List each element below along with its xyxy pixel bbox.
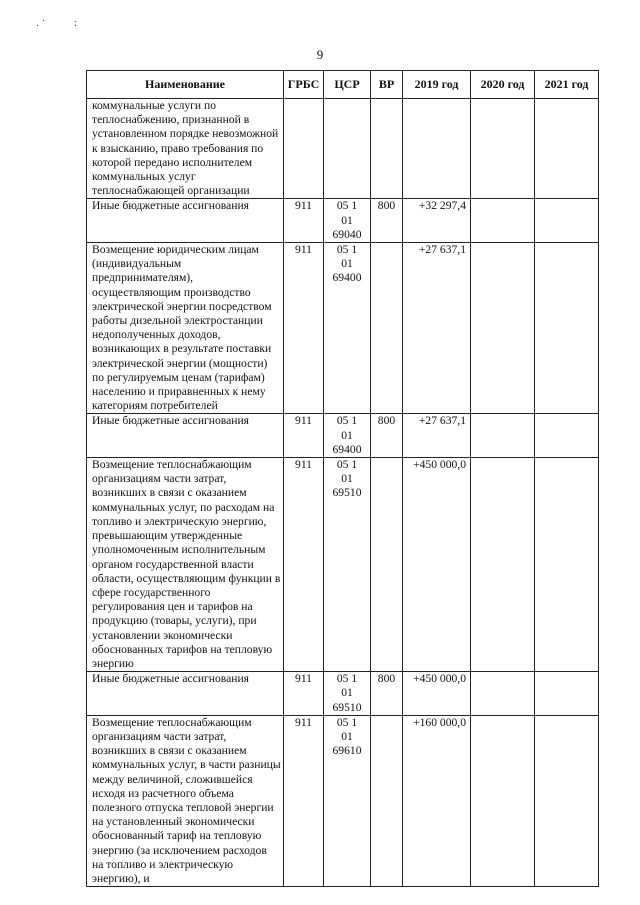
row-2020 [471, 458, 535, 672]
row-vr [371, 458, 403, 672]
scan-mark: : [74, 18, 77, 29]
row-csr-code: 05 1 01 69400 [332, 414, 362, 456]
row-2020 [471, 199, 535, 243]
row-2020 [471, 99, 535, 199]
row-vr [371, 99, 403, 199]
row-grbs: 911 [284, 199, 324, 243]
row-csr [324, 715, 371, 886]
row-2021 [535, 715, 599, 886]
row-csr-code: 05 1 01 69400 [332, 243, 362, 285]
row-2021 [535, 199, 599, 243]
row-2021 [535, 243, 599, 414]
row-grbs: 911 [284, 458, 324, 672]
row-name: Иные бюджетные ассигнования [87, 672, 284, 716]
row-vr: 800 [371, 414, 403, 458]
row-2019: +27 637,1 [403, 414, 471, 458]
header-2021: 2021 год [535, 71, 599, 99]
budget-table [86, 70, 599, 887]
row-grbs [284, 99, 324, 199]
row-grbs: 911 [284, 672, 324, 716]
row-vr [371, 715, 403, 886]
row-2019: +450 000,0 [403, 672, 471, 716]
row-csr-code: 05 1 01 69510 [332, 672, 362, 714]
row-csr-code: 05 1 01 69610 [332, 715, 362, 758]
row-csr-code: 05 1 01 69040 [332, 199, 362, 241]
header-2020: 2020 год [471, 71, 535, 99]
header-grbs: ГРБС [284, 71, 324, 99]
table-row [87, 414, 599, 458]
row-2019 [403, 99, 471, 199]
row-csr [324, 672, 371, 716]
row-2019: +32 297,4 [403, 199, 471, 243]
table-row [87, 672, 599, 716]
header-2019: 2019 год [403, 71, 471, 99]
row-csr [324, 414, 371, 458]
row-2019: +27 637,1 [403, 243, 471, 414]
table-header-row [87, 71, 599, 99]
header-csr: ЦСР [324, 71, 371, 99]
row-grbs: 911 [284, 414, 324, 458]
page-number: 9 [316, 47, 324, 62]
row-name: Иные бюджетные ассигнования [87, 199, 284, 243]
row-vr: 800 [371, 672, 403, 716]
row-csr [324, 458, 371, 672]
row-grbs: 911 [284, 243, 324, 414]
row-csr [324, 99, 371, 199]
row-name: Возмещение юридическим лицам (индивидуальным предпринимателям), осуществляющим производство электрической энергии посредством работы дизельной электростанции недополученных доходов, возникающих в результате поставки электрической энергии (мощности) по регулируемым ценам (тарифам) населению и приравненных к нему категориям потребителей [87, 243, 284, 414]
row-name: Возмещение теплоснабжающим организациям части затрат, возникших в связи с оказанием коммунальных услуг, в части разницы между величиной, сложившейся исходя из расчетного объема полезного отпуска тепловой энергии на установленный экономически обоснованный тариф на тепловую энергию (за исключением расходов на топливо и электрическую энергию), и [87, 715, 284, 886]
scan-mark: · [42, 16, 46, 27]
row-2019: +160 000,0 [403, 715, 471, 886]
row-2021 [535, 458, 599, 672]
row-csr [324, 199, 371, 243]
header-vr: ВР [371, 71, 403, 99]
table-row [87, 715, 599, 886]
row-2021 [535, 672, 599, 716]
scan-mark: · [36, 21, 40, 32]
table-row [87, 458, 599, 672]
table-row [87, 99, 599, 199]
row-csr-code: 05 1 01 69510 [332, 458, 362, 500]
row-vr: 800 [371, 199, 403, 243]
row-2020 [471, 715, 535, 886]
row-2020 [471, 414, 535, 458]
row-vr [371, 243, 403, 414]
row-grbs: 911 [284, 715, 324, 886]
row-2021 [535, 99, 599, 199]
header-name: Наименование [87, 71, 284, 99]
row-name: Иные бюджетные ассигнования [87, 414, 284, 458]
row-2019: +450 000,0 [403, 458, 471, 672]
table-row [87, 243, 599, 414]
row-2020 [471, 672, 535, 716]
row-2020 [471, 243, 535, 414]
row-name: Возмещение теплоснабжающим организациям части затрат, возникших в связи с оказанием коммунальных услуг, по расходам на топливо и электрическую энергию, превышающим утвержденные уполномоченным исполнительным органом государственной власти области, осуществляющим функции в сфере государственного регулирования цен и тарифов на продукцию (товары, услуги), при установлении экономически обоснованных тарифов на тепловую энергию [87, 458, 284, 672]
table-row [87, 199, 599, 243]
row-2021 [535, 414, 599, 458]
row-name: коммунальные услуги по теплоснабжению, признанной в установленном порядке невозможной к взысканию, право требования по которой передано исполнителем коммунальных услуг теплоснабжающей организации [87, 99, 284, 199]
row-csr [324, 243, 371, 414]
